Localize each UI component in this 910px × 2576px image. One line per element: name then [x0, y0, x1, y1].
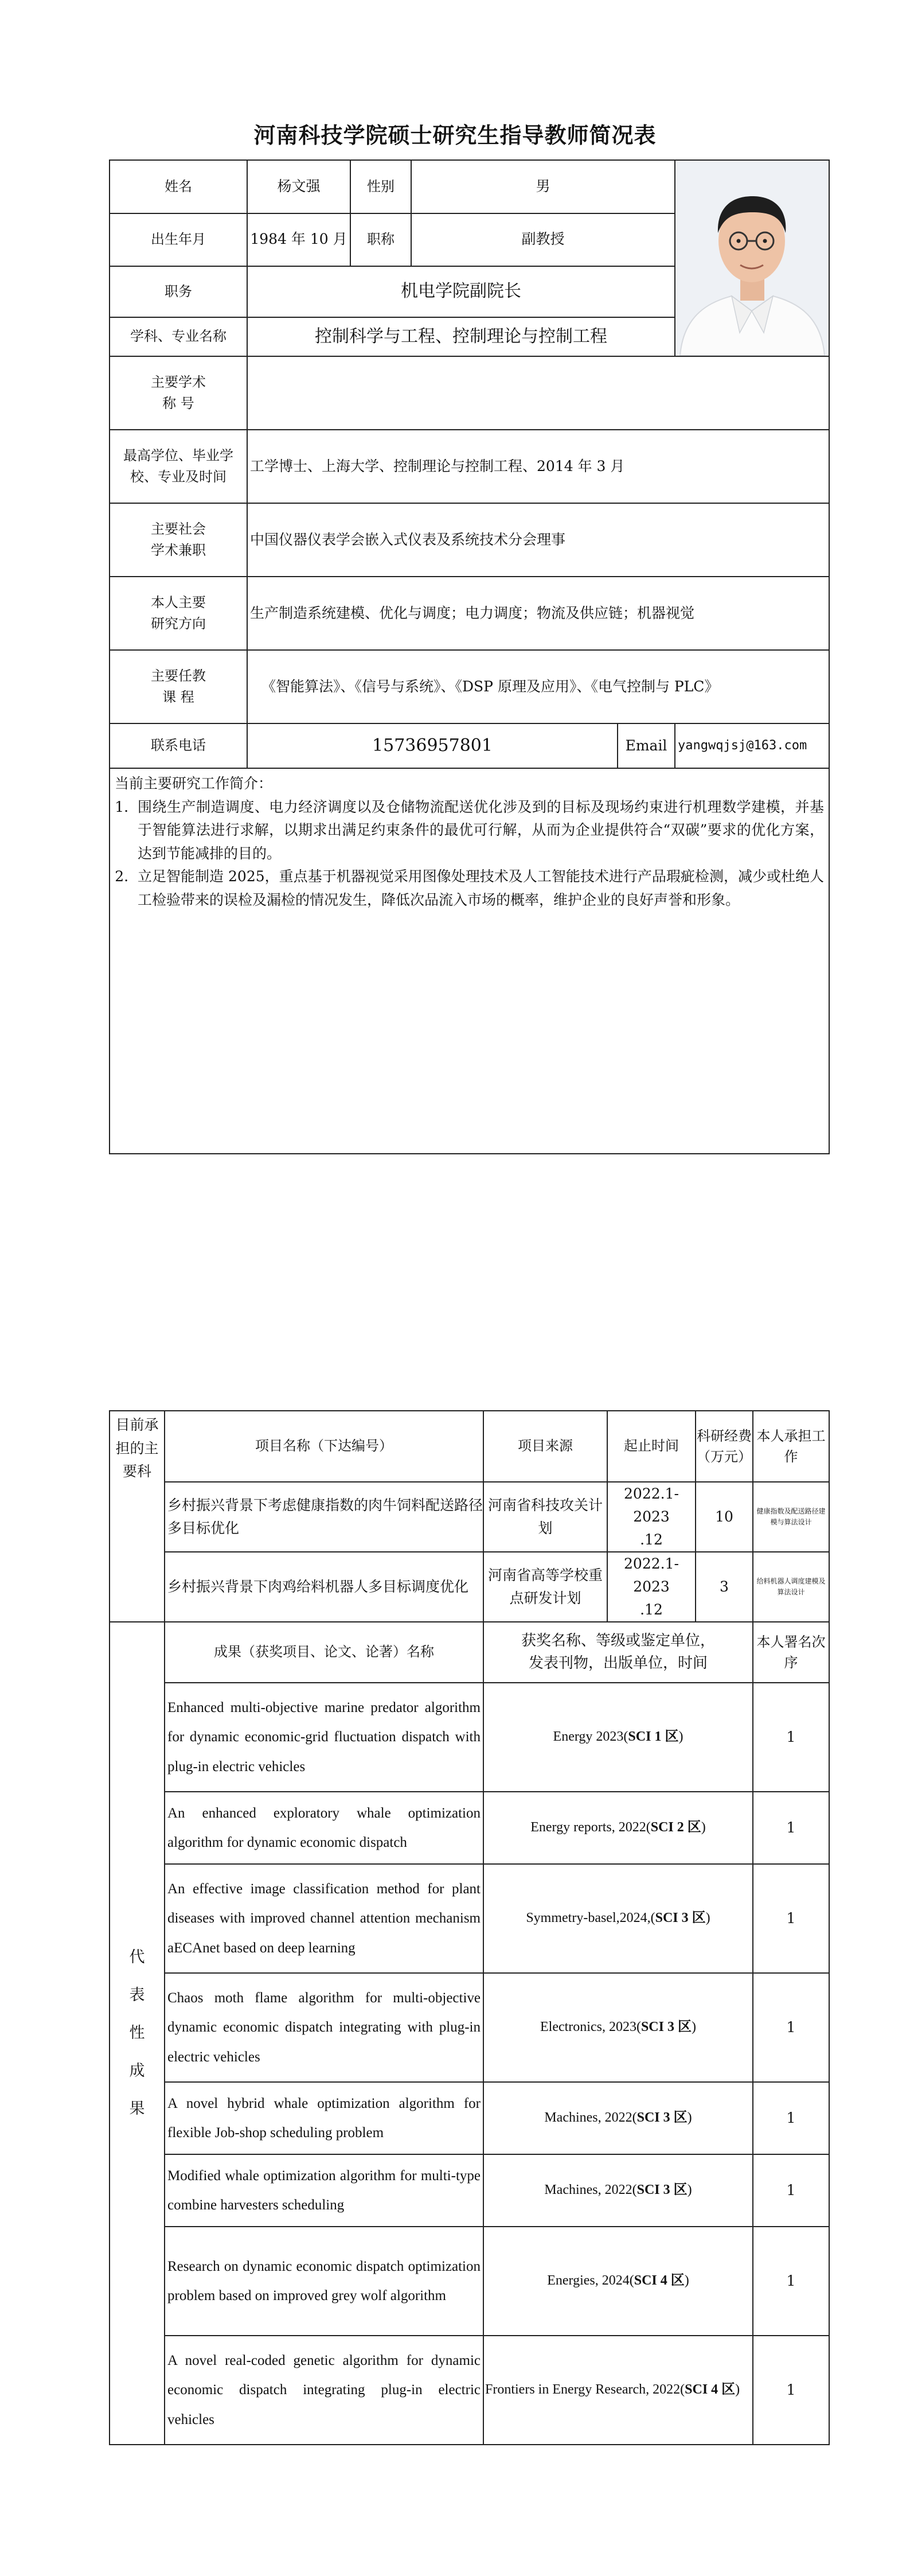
- result-order: 1: [753, 2227, 829, 2336]
- research-value: 生产制造系统建模、优化与调度；电力调度；物流及供应链；机器视觉: [247, 577, 829, 650]
- phone-value: 15736957801: [247, 723, 618, 768]
- name-value: 杨文强: [247, 160, 350, 213]
- rank-value: 副教授: [411, 213, 675, 267]
- name-label: 姓名: [110, 160, 247, 213]
- avatar: [675, 160, 829, 356]
- result-source: Energy 2023(SCI 1 区): [483, 1683, 753, 1792]
- courses-value: 《智能算法》、《信号与系统》、《DSP 原理及应用》、《电气控制与 PLC》: [247, 650, 829, 723]
- rank-label: 职称: [350, 213, 411, 267]
- position-value: 机电学院副院长: [247, 266, 675, 317]
- project-name: 乡村振兴背景下肉鸡给料机器人多目标调度优化: [165, 1552, 483, 1622]
- courses-label-line1: 主要任教: [151, 667, 206, 684]
- result-order: 1: [753, 2336, 829, 2445]
- person-photo-icon: [675, 161, 829, 356]
- project-source: 河南省高等学校重点研发计划: [483, 1552, 607, 1622]
- degree-label: [110, 430, 247, 503]
- research-intro-list: [115, 796, 824, 912]
- social-value: 中国仪器仪表学会嵌入式仪表及系统技术分会理事: [247, 503, 829, 577]
- position-label: 职务: [110, 266, 247, 317]
- degree-value: 工学博士、上海大学、控制理论与控制工程、2014 年 3 月: [247, 430, 829, 503]
- projects-header-source: 项目来源: [483, 1411, 607, 1482]
- research-intro-item: 1. 围绕生产制造调度、电力经济调度以及仓储物流配送优化涉及到的目标及现场约束进行机理数学建模，并基于智能算法进行求解，以期求出满足约束条件的最优可行解，从而为企业提供符合“双碳”要求的优化方案，达到节能减排的目的。: [133, 796, 824, 866]
- result-name: Enhanced multi-objective marine predator algorithm for dynamic economic-grid fluctuation dispatch with plug-in electric vehicles: [165, 1683, 483, 1792]
- gender-value: 男: [411, 160, 675, 213]
- result-name: An enhanced exploratory whale optimization algorithm for dynamic economic dispatch: [165, 1792, 483, 1864]
- discipline-label: 学科、专业名称: [110, 317, 247, 356]
- result-source: Frontiers in Energy Research, 2022(SCI 4 区): [483, 2336, 753, 2445]
- project-period-line1: 2022.1-2023: [624, 1555, 679, 1595]
- result-name: A novel hybrid whale optimization algorithm for flexible Job-shop scheduling problem: [165, 2082, 483, 2154]
- research-intro: [110, 768, 829, 1154]
- result-name: Chaos moth flame algorithm for multi-objective dynamic economic dispatch integrating with plug-in electric vehicles: [165, 1973, 483, 2082]
- gender-label: 性别: [350, 160, 411, 213]
- results-header-source: [483, 1622, 753, 1683]
- project-role: 给料机器人调度建模及算法设计: [753, 1552, 829, 1622]
- research-label-line2: 研究方向: [151, 616, 206, 632]
- project-role: 健康指数及配送路径建模与算法设计: [753, 1482, 829, 1552]
- page-title: 河南科技学院硕士研究生指导教师简况表: [253, 123, 657, 148]
- research-intro-heading: 当前主要研究工作简介：: [115, 775, 273, 792]
- project-period: [607, 1482, 696, 1552]
- results-header-name: 成果（获奖项目、论文、论著）名称: [165, 1622, 483, 1683]
- academic-title-label-line2: 称 号: [162, 395, 194, 411]
- project-period: [607, 1552, 696, 1622]
- results-header-source-line2: 发表刊物，出版单位，时间: [528, 1655, 708, 1672]
- result-order: 1: [753, 2154, 829, 2227]
- discipline-value: 控制科学与工程、控制理论与控制工程: [247, 317, 675, 356]
- projects-side-label: 目前承担的主要科: [110, 1411, 165, 1622]
- result-name: Research on dynamic economic dispatch optimization problem based on improved grey wolf algorithm: [165, 2227, 483, 2336]
- result-name: An effective image classification method for plant diseases with improved channel attention mechanism aECAnet based on deep learning: [165, 1864, 483, 1973]
- project-source: 河南省科技攻关计划: [483, 1482, 607, 1552]
- results-side-label: 代表性成果: [110, 1622, 165, 2445]
- projects-header-role: 本人承担工作: [753, 1411, 829, 1482]
- project-period-line2: .12: [640, 1601, 663, 1618]
- result-source: Machines, 2022(SCI 3 区): [483, 2154, 753, 2227]
- result-order: 1: [753, 1864, 829, 1973]
- result-source: Symmetry-basel,2024,(SCI 3 区): [483, 1864, 753, 1973]
- result-name: A novel real-coded genetic algorithm for dynamic economic dispatch integrating plug-in electric vehicles: [165, 2336, 483, 2445]
- result-source: Machines, 2022(SCI 3 区): [483, 2082, 753, 2154]
- academic-title-label-line1: 主要学术: [151, 373, 206, 390]
- projects-header-funding: 科研经费（万元）: [696, 1411, 753, 1482]
- project-period-line1: 2022.1-2023: [624, 1485, 679, 1525]
- courses-label: [110, 650, 247, 723]
- degree-label-line1: 最高学位、毕业学: [123, 447, 233, 464]
- project-name: 乡村振兴背景下考虑健康指数的肉牛饲料配送路径多目标优化: [165, 1482, 483, 1552]
- projects-results-table: [109, 1410, 830, 2445]
- degree-label-line2: 校、专业及时间: [130, 469, 226, 485]
- research-label-line1: 本人主要: [151, 594, 206, 610]
- email-label: Email: [618, 723, 675, 768]
- projects-header-period: 起止时间: [607, 1411, 696, 1482]
- courses-label-line2: 课 程: [162, 689, 194, 705]
- social-label: [110, 503, 247, 577]
- academic-title-label: [110, 356, 247, 430]
- research-intro-item: 2. 立足智能制造 2025，重点基于机器视觉采用图像处理技术及人工智能技术进行产品瑕疵检测，减少或杜绝人工检验带来的误检及漏检的情况发生，降低次品流入市场的概率，维护企业的良好声誉和形象。: [133, 865, 824, 912]
- profile-table: [109, 159, 830, 1154]
- academic-title-value: [247, 356, 829, 430]
- phone-label: 联系电话: [110, 723, 247, 768]
- result-name: Modified whale optimization algorithm for multi-type combine harvesters scheduling: [165, 2154, 483, 2227]
- projects-header-name: 项目名称（下达编号）: [165, 1411, 483, 1482]
- result-order: 1: [753, 2082, 829, 2154]
- social-label-line2: 学术兼职: [151, 542, 206, 558]
- result-source: Electronics, 2023(SCI 3 区): [483, 1973, 753, 2082]
- project-period-line2: .12: [640, 1531, 663, 1548]
- result-source: Energy reports, 2022(SCI 2 区): [483, 1792, 753, 1864]
- project-funding: 10: [696, 1482, 753, 1552]
- birth-label: 出生年月: [110, 213, 247, 267]
- research-label: [110, 577, 247, 650]
- social-label-line1: 主要社会: [151, 520, 206, 537]
- result-order: 1: [753, 1683, 829, 1792]
- results-header-order: 本人署名次序: [753, 1622, 829, 1683]
- project-funding: 3: [696, 1552, 753, 1622]
- result-order: 1: [753, 1792, 829, 1864]
- result-source: Energies, 2024(SCI 4 区): [483, 2227, 753, 2336]
- results-header-source-line1: 获奖名称、等级或鉴定单位，: [521, 1632, 715, 1649]
- result-order: 1: [753, 1973, 829, 2082]
- email-value: yangwqjsj@163.com: [675, 723, 829, 768]
- birth-value: 1984 年 10 月: [247, 213, 350, 267]
